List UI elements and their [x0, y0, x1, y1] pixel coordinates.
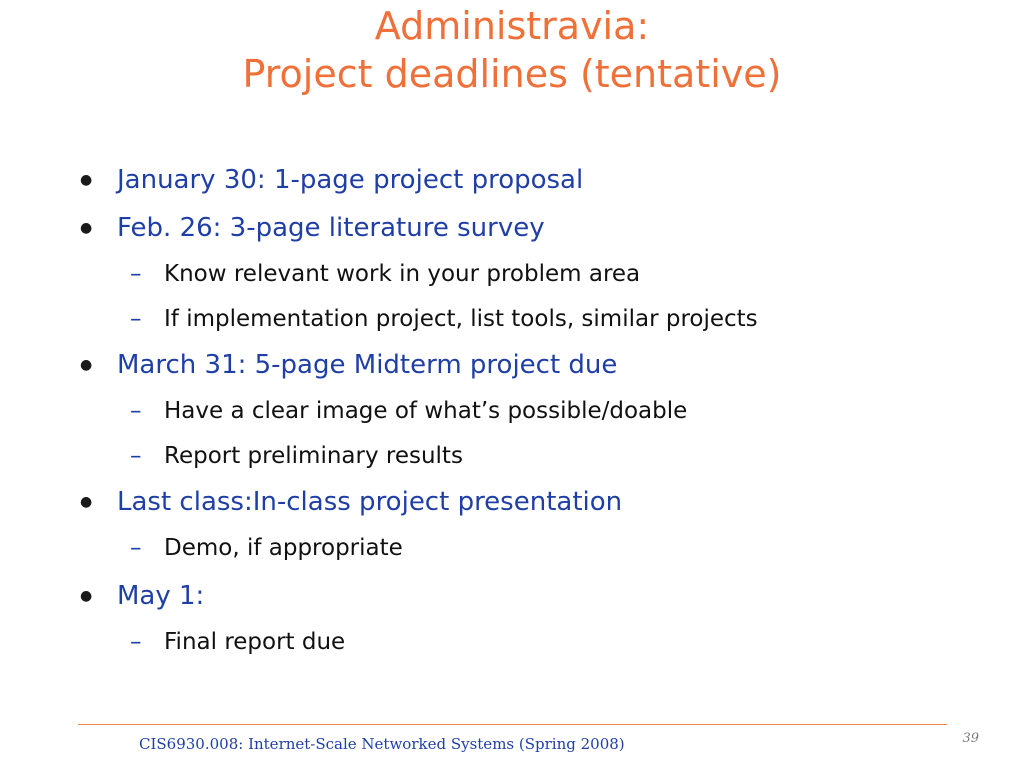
bullet-dot: ● [80, 357, 93, 373]
bullet-text: Last class:In-class project presentation [117, 487, 623, 517]
bullet-text: Feb. 26: 3-page literature survey [117, 213, 545, 243]
bullet-dot: ● [80, 588, 93, 604]
sub-bullet-dash: – [130, 261, 142, 287]
bullet-text: March 31: 5-page Midterm project due [117, 350, 618, 380]
title-line-2: Project deadlines (tentative) [242, 52, 782, 96]
sub-bullet-text: Know relevant work in your problem area [164, 261, 641, 287]
sub-bullet-text: Report preliminary results [164, 443, 463, 469]
sub-bullet-text: Have a clear image of what’s possible/doable [164, 398, 688, 424]
title-line-1: Administravia: [374, 4, 650, 48]
bullet-text: May 1: [117, 581, 205, 611]
sub-bullet-text: Final report due [164, 629, 346, 655]
sub-bullet-dash: – [130, 306, 142, 332]
footer-course-title: CIS6930.008: Internet-Scale Networked Systems (Spring 2008) [139, 735, 625, 753]
bullet-dot: ● [80, 494, 93, 510]
sub-bullet-text: If implementation project, list tools, similar projects [164, 306, 758, 332]
bullet-dot: ● [80, 220, 93, 236]
footer-divider [78, 724, 947, 725]
sub-bullet-dash: – [130, 535, 142, 561]
page-number: 39 [962, 731, 979, 746]
sub-bullet-dash: – [130, 398, 142, 424]
bullet-dot: ● [80, 172, 93, 188]
sub-bullet-dash: – [130, 443, 142, 469]
bullet-text: January 30: 1-page project proposal [117, 165, 584, 195]
sub-bullet-dash: – [130, 629, 142, 655]
sub-bullet-text: Demo, if appropriate [164, 535, 403, 561]
